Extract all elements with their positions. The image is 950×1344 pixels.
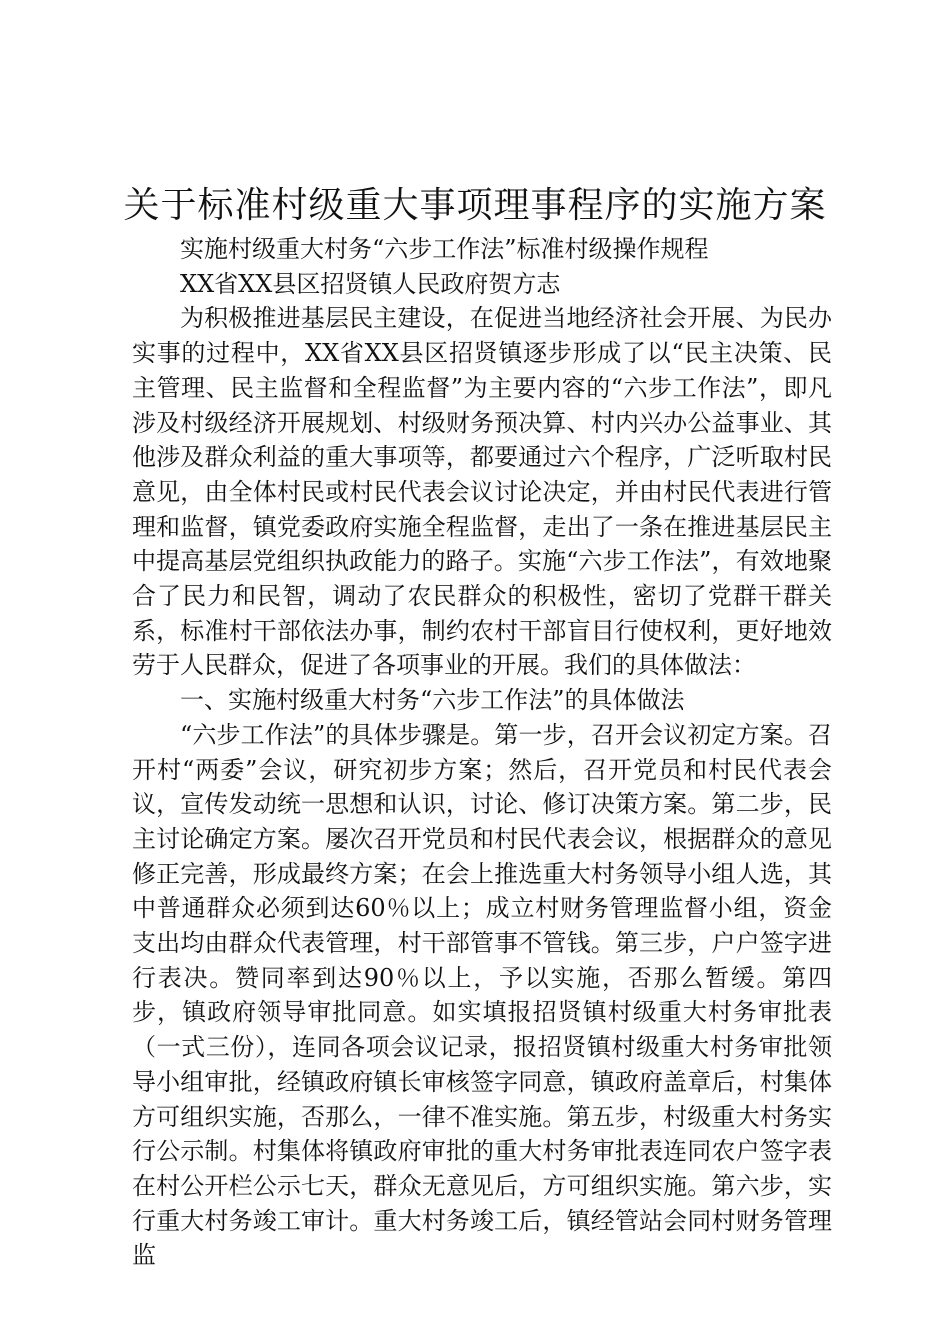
subtitle-paragraph: 实施村级重大村务“六步工作法”标准村级操作规程 [180, 235, 709, 263]
steps-paragraph: “六步工作法”的具体步骤是。第一步，召开会议初定方案。召开村“两委”会议，研究初步方案；然后，召开党员和村民代表会议，宣传发动统一思想和认识，讨论、修订决策方案。第二步，民主讨论确定方案。屡次召开党员和村民代表会议，根据群众的意见修正完善，形成最终方案；在会上推选重大村务领导小组人选，其中普通群众必须到达60％以上；成立村财务管理监督小组，资金支出均由群众代表管理，村干部管事不管钱。第三步，户户签字进行表决。赞同率到达90％以上，予以实施，否那么暂缓。第四步，镇政府领导审批同意。如实填报招贤镇村级重大村务审批表（一式三份），连同各项会议记录，报招贤镇村级重大村务审批领导小组审批，经镇政府镇长审核签字同意，镇政府盖章后，村集体方可组织实施，否那么，一律不准实施。第五步，村级重大村务实行公示制。村集体将镇政府审批的重大村务审批表连同农户签字表在村公开栏公示七天，群众无意见后，方可组织实施。第六步，实行重大村务竣工审计。重大村务竣工后，镇经管站会同村财务管理监 [132, 720, 832, 1270]
section-heading: 一、实施村级重大村务“六步工作法”的具体做法 [180, 686, 685, 715]
intro-paragraph: 为积极推进基层民主建设，在促进当地经济社会开展、为民办实事的过程中，XX省XX县区招贤镇逐步形成了以“民主决策、民主管理、民主监督和全程监督”为主要内容的“六步工作法”，即凡涉及村级经济开展规划、村级财务预决算、村内兴办公益事业、其他涉及群众利益的重大事项等，都要通过六个程序，广泛听取村民意见，由全体村民或村民代表会议讨论决定，并由村民代表进行管理和监督，镇党委政府实施全程监督，走出了一条在推进基层民主中提高基层党组织执政能力的路子。实施“六步工作法”，有效地聚合了民力和民智，调动了农民群众的积极性，密切了党群干群关系，标准村干部依法办事，制约农村干部盲目行使权利，更好地效劳于人民群众，促进了各项事业的开展。我们的具体做法： [132, 304, 832, 680]
document-body [132, 232, 832, 1273]
author-paragraph: XX省XX县区招贤镇人民政府贺方志 [180, 269, 561, 298]
document-title: 关于标准村级重大事项理事程序的实施方案 [123, 185, 827, 226]
